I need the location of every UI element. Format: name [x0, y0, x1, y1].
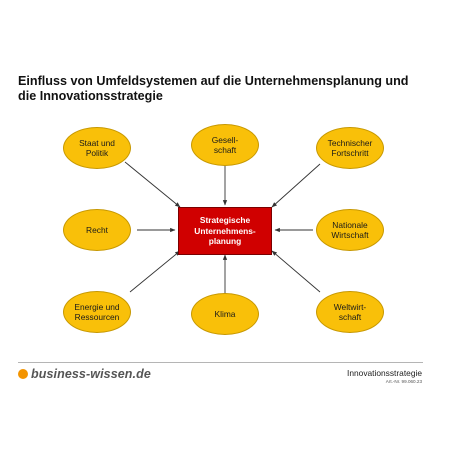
node-energie-ressourcen-line-2: Ressourcen: [74, 312, 120, 322]
brand-logo: [18, 367, 151, 381]
node-nationale-wirtschaft-line-2: Wirtschaft: [331, 230, 369, 240]
node-nationale-wirtschaft: [316, 209, 384, 251]
center-line-1: Strategische: [199, 215, 251, 226]
footer-divider: [18, 362, 423, 363]
node-technischer-fortschritt-line-2: Fortschritt: [331, 148, 369, 158]
node-staat-politik-line-2: Politik: [85, 148, 109, 158]
node-energie-ressourcen: [63, 291, 131, 333]
footer-doc-title: Innovationsstrategie: [347, 368, 422, 378]
brand-name: business-wissen.de: [31, 367, 151, 381]
node-weltwirtschaft-line-2: schaft: [338, 312, 362, 322]
arrow-weltwirtschaft: [272, 251, 320, 292]
node-gesellschaft: [191, 124, 259, 166]
node-nationale-wirtschaft-line-1: Nationale: [332, 219, 368, 230]
center-line-2: Unternehmens-: [194, 225, 256, 236]
footer-article-number: Art.-Nr. 99.060.23: [385, 379, 422, 384]
node-staat-politik: [63, 127, 131, 169]
node-klima-line-1: Klima: [214, 308, 236, 319]
node-gesellschaft-line-2: schaft: [213, 145, 237, 155]
node-gesellschaft-line-1: Gesell-: [211, 134, 239, 145]
node-energie-ressourcen-line-1: Energie und: [74, 301, 120, 312]
slide-title-line-1: Einfluss von Umfeldsystemen auf die Unternehmensplanung und: [18, 74, 409, 88]
arrow-technischer-fortschritt: [272, 164, 320, 207]
node-recht-line-1: Recht: [86, 224, 108, 235]
node-technischer-fortschritt: [316, 127, 384, 169]
node-technischer-fortschritt-line-1: Technischer: [327, 137, 373, 148]
brand-dot-icon: [18, 369, 28, 379]
node-weltwirtschaft-line-1: Weltwirt-: [333, 301, 367, 312]
node-strategische-unternehmensplanung: [178, 207, 272, 255]
slide-title-line-2: die Innovationsstrategie: [18, 88, 163, 103]
center-line-3: planung: [208, 236, 242, 247]
node-weltwirtschaft: [316, 291, 384, 333]
arrow-staat-politik: [125, 162, 180, 207]
node-recht: [63, 209, 131, 251]
node-klima: [191, 293, 259, 335]
node-staat-politik-line-1: Staat und: [79, 137, 115, 148]
footer-info: [347, 368, 422, 385]
arrow-energie-ressourcen: [130, 251, 180, 292]
